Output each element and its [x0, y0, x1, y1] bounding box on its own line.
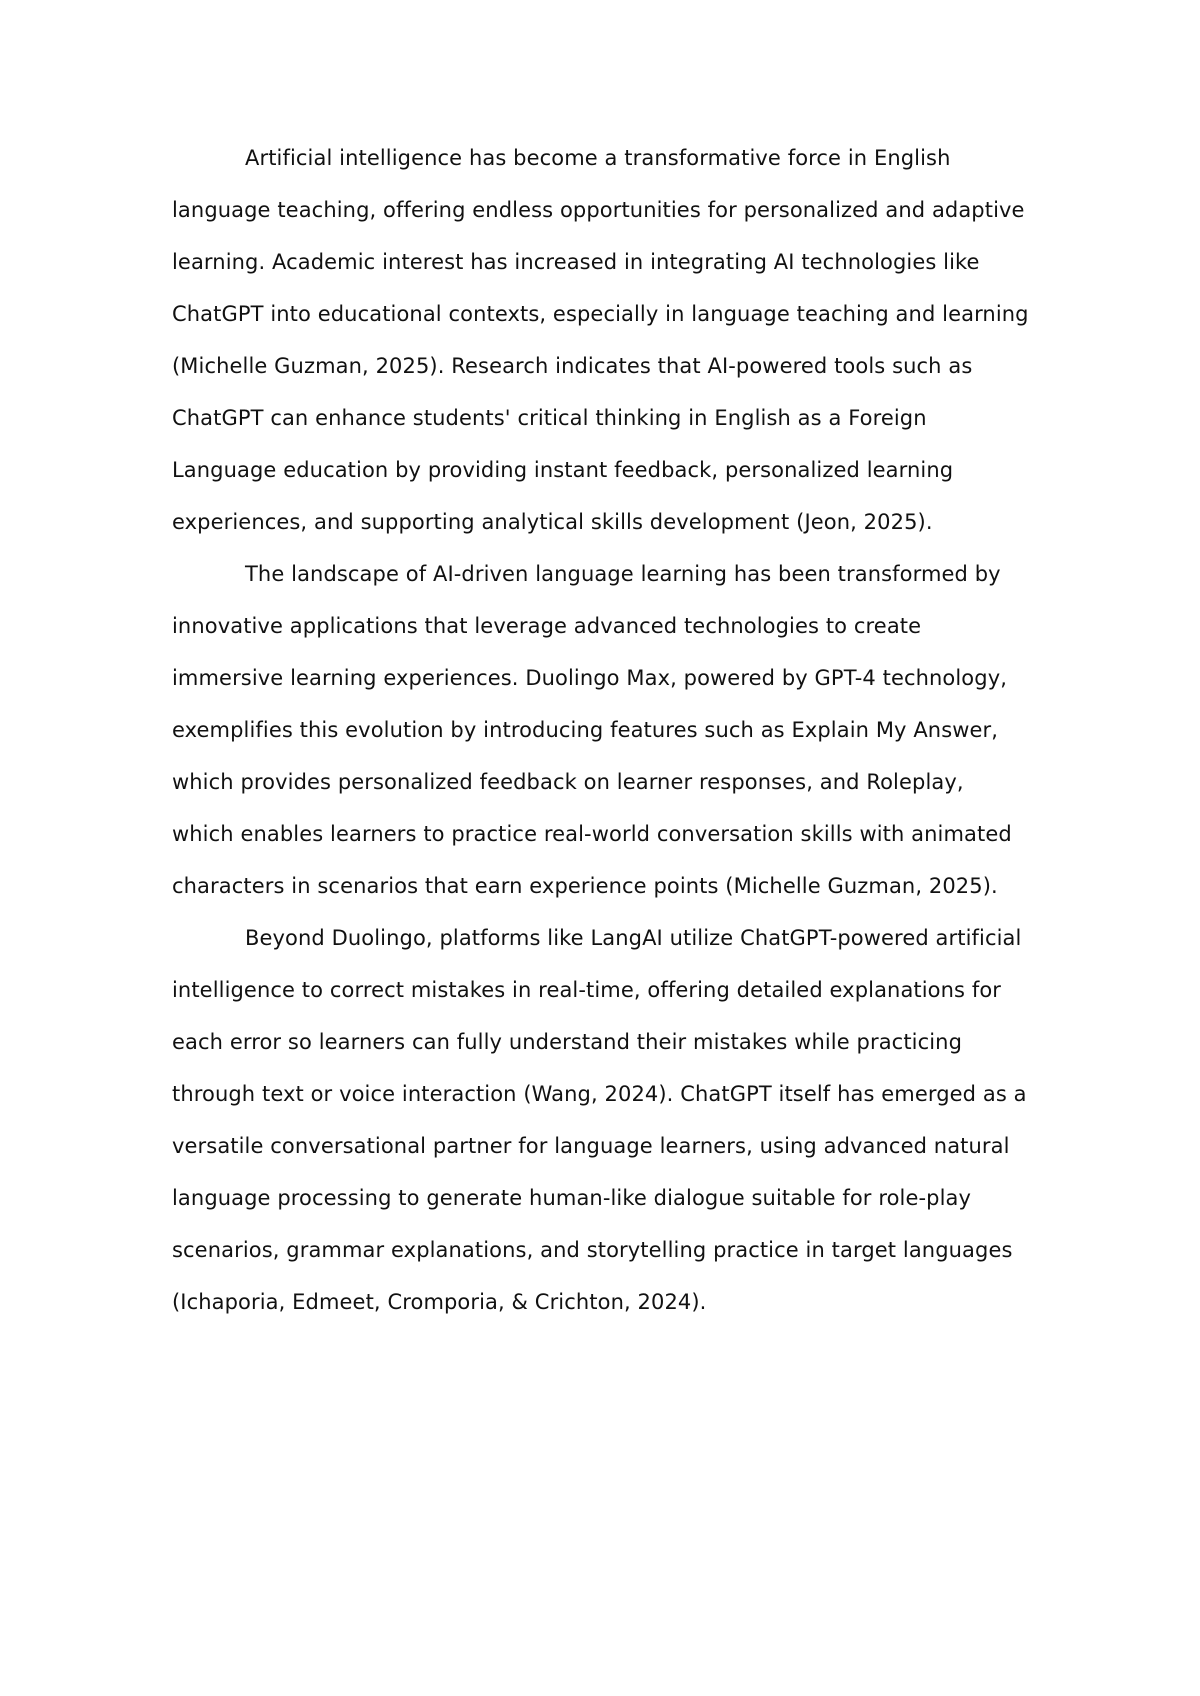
paragraph-beyond-duolingo: Beyond Duolingo, platforms like LangAI utilize ChatGPT-powered artificial intelligence to correct mistakes in real-time, offering detailed explanations for each error so learners can fully understand their mistakes while practicing through text or voice interaction (Wang, 2024). ChatGPT itself has emerged as a versatile conversational partner for language learners, using advanced natural language processing to generate human-like dialogue suitable for role-play scenarios, grammar explanations, and storytelling practice in target languages (Ichaporia, Edmeet, Cromporia, & Crichton, 2024).: [172, 926, 1027, 1314]
body-text: [172, 132, 1032, 1328]
paragraph-ai-driven-landscape: The landscape of AI-driven language learning has been transformed by innovative applications that leverage advanced technologies to create immersive learning experiences. Duolingo Max, powered by GPT-4 technology, exemplifies this evolution by introducing features such as Explain My Answer, which provides personalized feedback on learner responses, and Roleplay, which enables learners to practice real-world conversation skills with animated characters in scenarios that earn experience points (Michelle Guzman, 2025).: [172, 562, 1012, 898]
paragraph-ai-transformative-force: Artificial intelligence has become a transformative force in English language teaching, offering endless opportunities for personalized and adaptive learning. Academic interest has increased in integrating AI technologies like ChatGPT into educational contexts, especially in language teaching and learning (Michelle Guzman, 2025). Research indicates that AI-powered tools such as ChatGPT can enhance students' critical thinking in English as a Foreign Language education by providing instant feedback, personalized learning experiences, and supporting analytical skills development (Jeon, 2025).: [172, 146, 1029, 534]
